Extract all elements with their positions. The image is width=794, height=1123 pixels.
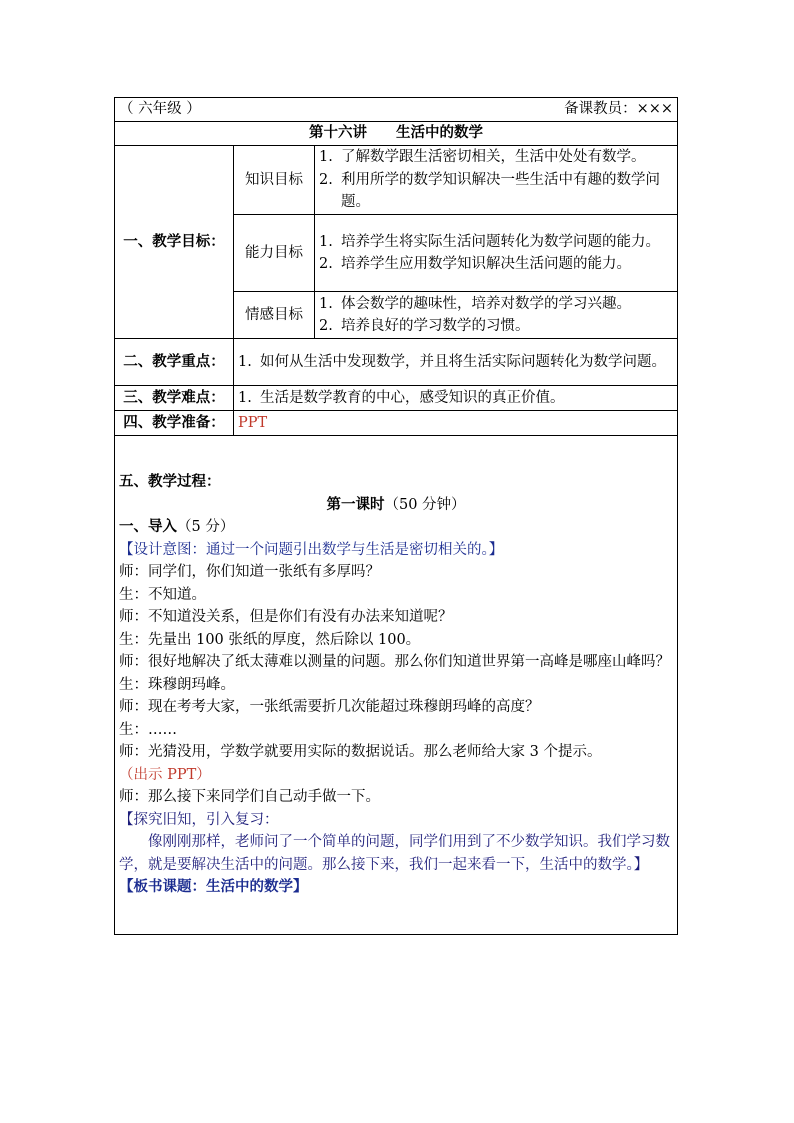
dialogue-line: 生：珠穆朗玛峰。 — [119, 676, 235, 693]
lesson-plan-table — [114, 97, 678, 935]
list-item: 2. 培养学生应用数学知识解决生活问题的能力。 — [319, 256, 631, 272]
list-item: 2. 培养良好的学习数学的习惯。 — [319, 318, 530, 334]
keypoint-row — [115, 339, 678, 386]
teacher-label: 备课教员：××× — [564, 101, 674, 118]
dialogue-line: 师：不知道没关系，但是你们有没有办法来知道呢？ — [119, 609, 453, 626]
dialogue-line: 师：很好地解决了纸太薄难以测量的问题。那么你们知道世界第一高峰是哪座山峰吗？ — [119, 654, 670, 671]
process-cell — [115, 436, 678, 935]
difficulty-label: 三、教学难点： — [115, 386, 234, 411]
list-item: 2. 利用所学的数学知识解决一些生活中有趣的数学问题。 — [319, 171, 660, 211]
dialogue-line: 师：现在考考大家，一张纸需要折几次能超过珠穆朗玛峰的高度？ — [119, 699, 540, 716]
dialogue-line: 师：那么接下来同学们自己动手做一下。 — [119, 789, 380, 806]
process-row — [115, 436, 678, 935]
goal-items-knowledge — [315, 146, 678, 215]
goals-label: 一、教学目标： — [115, 146, 234, 339]
difficulty-row — [115, 386, 678, 411]
dialogue-line: 生：…… — [119, 721, 177, 738]
goal-items-ability — [315, 215, 678, 292]
list-item: 1. 如何从生活中发现数学，并且将生活实际问题转化为数学问题。 — [238, 353, 666, 370]
prep-label: 四、教学准备： — [115, 411, 234, 436]
list-item: 1. 体会数学的趣味性，培养对数学的学习兴趣。 — [319, 295, 631, 312]
list-item: 1. 了解数学跟生活密切相关，生活中处处有数学。 — [319, 149, 646, 166]
header-row — [115, 98, 678, 122]
explore-heading: 【探究旧知，引入复习： — [119, 811, 279, 828]
header-cell — [115, 98, 678, 122]
goal-items-emotion — [315, 292, 678, 339]
goal-category-knowledge: 知识目标 — [234, 146, 315, 215]
session-heading: 第一课时（50 分钟） — [326, 495, 466, 513]
design-intent: 【设计意图：通过一个问题引出数学与生活是密切相关的。】 — [119, 541, 504, 558]
lesson-plan-sheet — [114, 97, 677, 935]
lesson-title: 第十六讲 生活中的数学 — [115, 122, 678, 146]
board-topic: 【板书课题：生活中的数学】 — [119, 878, 308, 896]
process-label: 五、教学过程： — [119, 473, 221, 491]
goal-category-ability: 能力目标 — [234, 215, 315, 292]
show-ppt-note: （出示 PPT） — [119, 766, 211, 783]
list-item: 1. 生活是数学教育的中心，感受知识的真正价值。 — [238, 389, 565, 406]
dialogue-line: 生：不知道。 — [119, 586, 206, 603]
grade-label: （ 六年级 ） — [119, 101, 201, 118]
prep-value: PPT — [234, 411, 678, 436]
goal-category-emotion: 情感目标 — [234, 292, 315, 339]
explore-text: 像刚刚那样，老师问了一个简单的问题，同学们用到了不少数学知识。我们学习数学，就是要解决生活中的问题。那么接下来，我们一起来看一下，生活中的数学。】 — [119, 834, 670, 873]
keypoint-cell — [234, 339, 678, 386]
intro-heading: 一、导入（5 分） — [119, 518, 235, 536]
prep-row — [115, 411, 678, 436]
dialogue-line: 生：先量出 100 张纸的厚度，然后除以 100。 — [119, 631, 421, 648]
difficulty-cell — [234, 386, 678, 411]
title-row — [115, 122, 678, 146]
dialogue-line: 师：光猜没用，学数学就要用实际的数据说话。那么老师给大家 3 个提示。 — [119, 744, 602, 761]
goal-row-knowledge — [115, 146, 678, 215]
list-item: 1. 培养学生将实际生活问题转化为数学问题的能力。 — [319, 233, 660, 250]
keypoint-label: 二、教学重点： — [115, 339, 234, 386]
dialogue-line: 师：同学们，你们知道一张纸有多厚吗？ — [119, 564, 380, 581]
